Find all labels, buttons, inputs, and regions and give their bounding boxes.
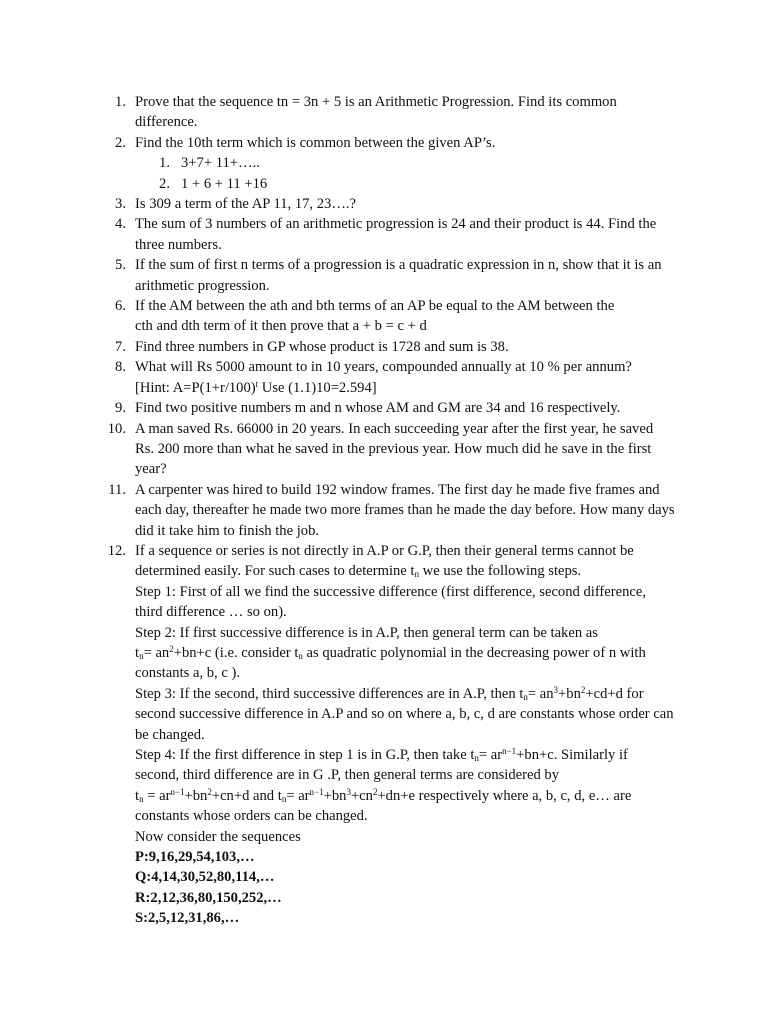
sequence-s: S:2,5,12,31,86,… — [135, 910, 240, 927]
step-3-formula: = an — [527, 685, 554, 702]
step-4-exponent-sq: 2 — [207, 786, 212, 797]
step-4 — [135, 745, 675, 827]
question-number: 11. — [108, 481, 126, 498]
question-2 — [0, 133, 675, 153]
step-3-formula-cont: +bn — [558, 685, 581, 702]
sub-item-2 — [0, 174, 768, 194]
question-9 — [0, 398, 675, 418]
sub-item-text: 3+7+ 11+….. — [181, 155, 260, 172]
sequence-r: R:2,12,36,80,150,252,… — [135, 889, 282, 906]
question-3 — [0, 194, 675, 214]
hint-text — [135, 378, 675, 398]
sub-item-text: 1 + 6 + 11 +16 — [181, 175, 268, 192]
step-4-formula-cont: +bn+c. Similarly if second, third difference are in G .P, then general terms are considered by — [135, 747, 628, 784]
step-2-exponent: 2 — [169, 643, 174, 654]
question-text: A man saved Rs. 66000 in 20 years. In each succeeding year after the first year, he saved Rs. 200 more than what he saved in the previous year. How much did he save in the first year? — [135, 420, 654, 478]
intro-subscript: n — [414, 569, 419, 580]
step-4-formula-3: +bn — [184, 787, 208, 804]
question-4 — [0, 214, 675, 255]
hint-use: Use (1.1)10=2.594] — [258, 379, 377, 396]
question-text: Find two positive numbers m and n whose AM and GM are 34 and 16 respectively. — [135, 400, 621, 417]
sub-item-1 — [0, 153, 768, 173]
step-3-formula-end: +cd+d for second successive difference in A.P and so on where a, b, c, d are constants whose order can be changed. — [135, 685, 674, 743]
step-3-subscript: n — [523, 691, 528, 702]
question-12 — [0, 541, 675, 929]
step-4-formula-7: +cn — [350, 787, 373, 804]
intro-text-end: we use the following steps. — [419, 563, 582, 580]
step-4-formula-6: +bn — [323, 787, 347, 804]
step-2-subscript-2: n — [298, 650, 303, 661]
question-text: Find the 10th term which is common between the given AP’s. — [135, 134, 496, 151]
sub-item-number: 2. — [159, 175, 170, 192]
question-text: A carpenter was hired to build 192 window frames. The first day he made five frames and each day, thereafter he made two more frames than he made the day before. How many days did it take him to finish the job. — [135, 481, 675, 539]
intro-text: If a sequence or series is not directly in A.P or G.P, then their general terms cannot be determined easily. For such cases to determine t — [135, 542, 634, 580]
now-consider-text: Now consider the sequences — [135, 828, 301, 845]
step-3 — [135, 684, 675, 745]
step-4-subscript: n — [474, 753, 479, 763]
step-4-subscript-1: n — [139, 793, 144, 804]
question-number: 1. — [115, 94, 126, 110]
question-8 — [0, 357, 675, 398]
hint-formula: [Hint: A=P(1+r/100) — [135, 379, 256, 396]
step-1: Step 1: First of all we find the successive difference (first difference, second difference, third difference … so on). — [135, 583, 646, 621]
question-11 — [0, 480, 675, 541]
question-text: Prove that the sequence tn = 3n + 5 is an Arithmetic Progression. Find its common difference. — [135, 94, 617, 131]
question-10 — [0, 419, 675, 480]
question-text: The sum of 3 numbers of an arithmetic progression is 24 and their product is 44. Find the three numbers. — [135, 216, 657, 253]
step-4-exponent-1: n−1 — [170, 786, 185, 797]
question-7 — [0, 337, 675, 357]
step-4-formula: = ar — [478, 747, 503, 763]
step-2-formula: = an — [143, 644, 170, 661]
question-intro — [135, 541, 675, 582]
step-4-exponent: n−1 — [502, 746, 517, 756]
question-number: 5. — [115, 257, 126, 274]
question-text: Find three numbers in GP whose product is 1728 and sum is 38. — [135, 338, 509, 355]
step-2-var: t — [135, 644, 140, 661]
question-text: What will Rs 5000 amount to in 10 years, compounded annually at 10 % per annum? — [135, 359, 632, 376]
question-number: 3. — [115, 196, 126, 213]
step-4-exponent-cube: 3 — [346, 786, 351, 797]
question-number: 4. — [115, 216, 126, 233]
question-text: Is 309 a term of the AP 11, 17, 23….? — [135, 196, 357, 213]
step-4-formula-end: +dn+e respectively where a, b, c, d, e… are constants whose orders can be changed. — [135, 787, 632, 825]
step-3-exponent-2: 2 — [580, 684, 586, 695]
hint-exponent: t — [255, 378, 259, 389]
step-2-subscript: n — [139, 650, 144, 661]
question-number: 6. — [115, 298, 126, 315]
step-3-exponent-3: 3 — [553, 684, 559, 695]
step-2-formula-cont: +bn+c (i.e. consider t — [173, 644, 299, 661]
step-4-formula-4: +cn+d and t — [211, 787, 282, 804]
question-text: If the sum of first n terms of a progression is a quadratic expression in n, show that it is an arithmetic progression. — [135, 257, 662, 294]
step-4-intro: Step 4: If the first difference in step 1 is in G.P, then take t — [135, 747, 475, 763]
question-number: 7. — [115, 338, 126, 355]
question-number: 2. — [115, 134, 126, 151]
step-4-var-1: t — [135, 787, 140, 804]
question-list — [0, 92, 768, 929]
question-number: 8. — [115, 359, 126, 376]
question-number: 12. — [107, 542, 126, 559]
step-3-intro: Step 3: If the second, third successive differences are in A.P, then t — [135, 685, 524, 702]
question-1 — [0, 92, 675, 133]
question-number: 9. — [115, 400, 126, 417]
step-2-formula-end: as quadratic polynomial in the decreasing power of n with constants a, b, c ). — [135, 644, 646, 682]
sequence-p: P:9,16,29,54,103,… — [135, 849, 255, 866]
step-4-exponent-2: n−1 — [309, 786, 324, 797]
step-4-exponent-sq-2: 2 — [372, 786, 378, 797]
question-text-line-1: If the AM between the ath and bth terms of an AP be equal to the AM between the — [135, 298, 615, 315]
question-5 — [0, 255, 675, 296]
step-2-intro: Step 2: If first successive difference is in A.P, then general term can be taken as — [135, 624, 598, 641]
sub-item-number: 1. — [159, 155, 170, 172]
step-4-subscript-2: n — [281, 793, 287, 804]
step-4-formula-5: = ar — [286, 787, 310, 804]
question-6 — [0, 296, 675, 337]
sequence-q: Q:4,14,30,52,80,114,… — [135, 869, 275, 886]
step-2 — [135, 623, 675, 684]
question-text-line-2: cth and dth term of it then prove that a + b = c + d — [135, 318, 427, 335]
step-4-formula-2: = ar — [143, 787, 171, 804]
question-number: 10. — [107, 420, 126, 437]
